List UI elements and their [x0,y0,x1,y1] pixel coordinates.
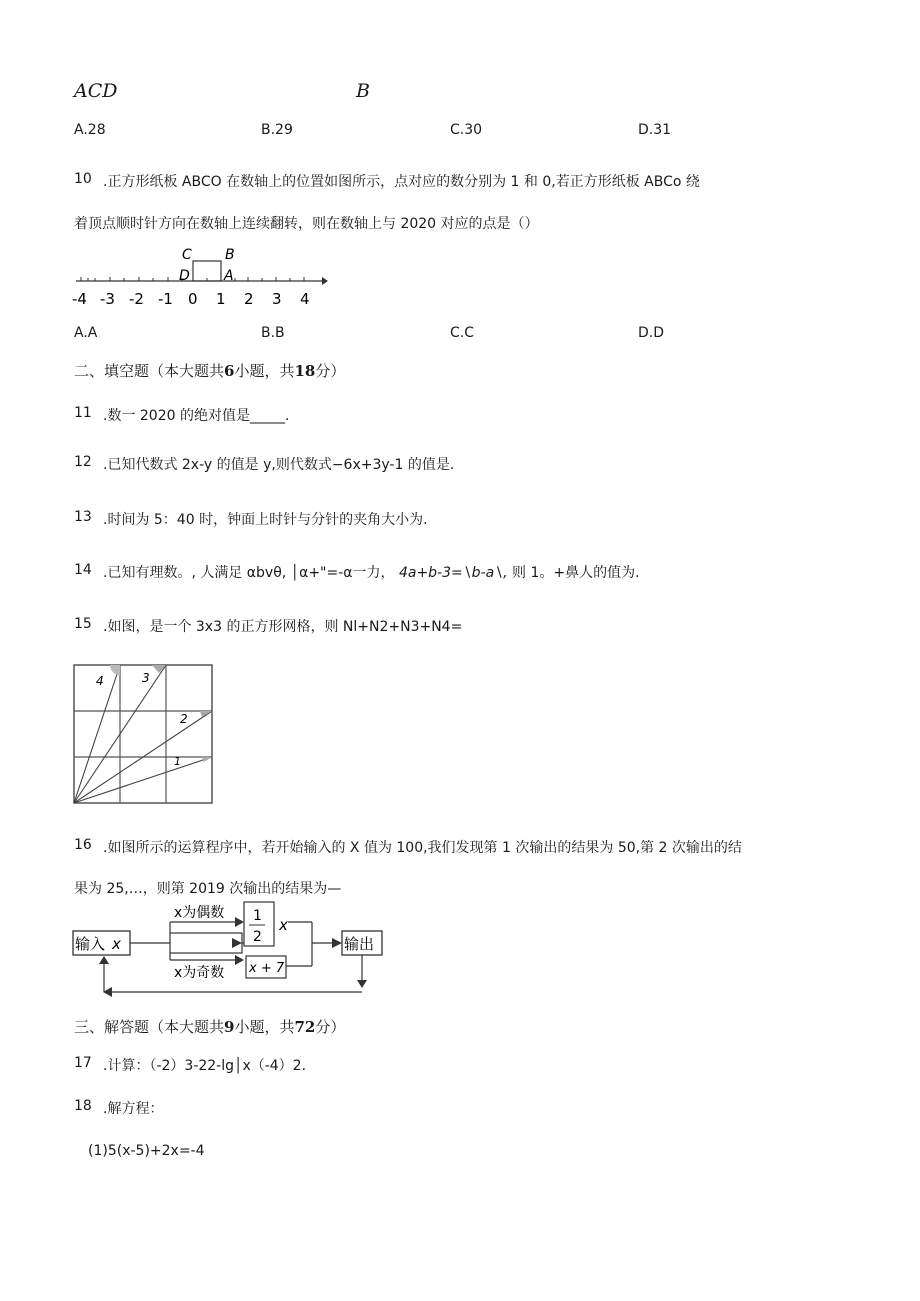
branch-box [170,933,242,953]
tick-label: -3 [100,290,115,308]
angle-mark-1 [202,757,212,762]
angle-label-3: 3 [142,671,150,685]
output-label: 输出 [344,935,375,953]
q11-text: .数一 2020 的绝对值是_____. [103,408,290,424]
half-num: 1 [253,908,262,924]
q10-option-a: A.A [74,325,98,341]
arrow-icon [357,980,367,988]
arrow-icon [332,938,342,948]
q11-number: 11 [74,405,92,421]
flowchart-figure [72,900,388,1000]
section-3-heading: 三、解答题（本大题共9小题，共72分） [74,1018,346,1036]
tick-label: 1 [216,290,226,308]
q14-text: .已知有理数。, 人满足 αbvθ, │α+"=-α一力， 4a+b-3=∖b-a∖, 则 1。+鼻人的值为. [103,565,640,581]
arrow-icon [99,956,109,964]
q9-option-d: D.31 [638,122,672,138]
q10-line1: .正方形纸板 ABCO 在数轴上的位置如图所示，点对应的数分别为 1 和 0,若正方形纸板 ABCo 绕 [103,174,700,190]
q9-option-c: C.30 [450,122,483,138]
label-c: C [182,247,192,263]
q17-number: 17 [74,1055,92,1071]
grid-rays [74,665,212,803]
q14-number: 14 [74,562,92,578]
label-a: A [224,268,234,284]
q18-text: .解方程： [103,1101,164,1117]
tick-label: 4 [300,290,310,308]
q16-line1: .如图所示的运算程序中，若开始输入的 X 值为 100,我们发现第 1 次输出的结果为 50,第 2 次输出的结 [103,840,742,856]
tick-label: -4 [72,290,87,308]
half-den: 2 [253,929,262,945]
q10-line2: 着顶点顺时针方向在数轴上连续翻转，则在数轴上与 2020 对应的点是（） [74,216,539,232]
q9-figure-label-left: ACD [74,80,118,102]
q10-option-d: D.D [638,325,665,341]
angle-label-2: 2 [180,712,188,726]
even-condition: x为偶数 [174,905,225,921]
tick-label: 2 [244,290,254,308]
q9-option-a: A.28 [74,122,106,138]
q17-text: .计算：（-2）3-22-lg│x（-4）2. [103,1058,307,1074]
grid-figure [72,663,217,805]
angle-label-4: 4 [96,674,104,688]
half-var: x [279,916,288,934]
input-label: 输入 [75,935,106,953]
q9-option-b: B.29 [261,122,293,138]
q15-number: 15 [74,616,92,632]
section-2-heading: 二、填空题（本大题共6小题，共18分） [74,362,346,380]
q10-option-c: C.C [450,325,475,341]
tick-label: 3 [272,290,282,308]
q9-figure-label-right: B [356,80,370,102]
q18-number: 18 [74,1098,92,1114]
arrow-icon [322,277,328,285]
q10-number: 10 [74,171,92,187]
tick-label: -2 [129,290,144,308]
q16-number: 16 [74,837,92,853]
q16-line2: 果为 25,…，则第 2019 次输出的结果为— [74,881,342,897]
q10-option-b: B.B [261,325,285,341]
number-line-figure [70,240,330,314]
tick-label: 0 [188,290,198,308]
q12-text: .已知代数式 2x-y 的值是 y,则代数式−6x+3y-1 的值是. [103,457,455,473]
label-b: B [225,247,235,263]
input-var: x [112,935,121,953]
q18-sub1: (1)5(x-5)+2x=-4 [88,1143,205,1159]
q13-text: .时间为 5：40 时，钟面上时针与分针的夹角大小为. [103,512,428,528]
q12-number: 12 [74,454,92,470]
angle-mark-2 [200,711,212,717]
tick-label: -1 [158,290,173,308]
angle-mark-4 [110,665,120,675]
label-d: D [179,268,190,284]
odd-condition: x为奇数 [174,965,225,981]
arrow-icon [235,955,244,965]
q13-number: 13 [74,509,92,525]
arrow-icon [235,917,244,927]
angle-label-1: 1 [174,755,181,768]
plus7-expr: x + 7 [249,961,285,976]
q15-text: .如图，是一个 3x3 的正方形网格，则 Nl+N2+N3+N4= [103,619,463,635]
